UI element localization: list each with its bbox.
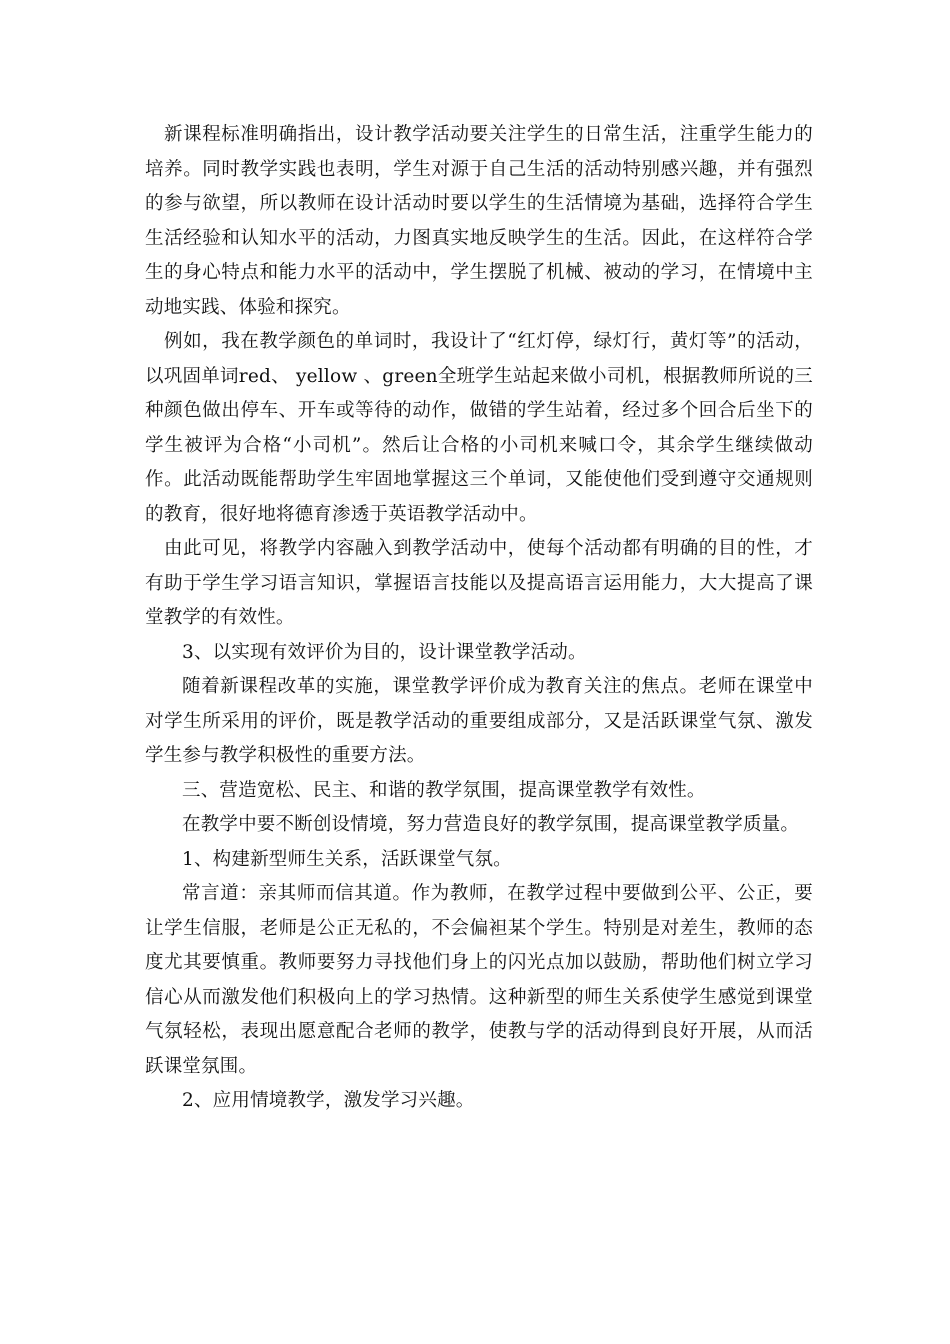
paragraph-color-words-example: 例如，我在教学颜色的单词时，我设计了“红灯停，绿灯行，黄灯等”的活动，以巩固单词red、 yellow 、green全班学生站起来做小司机，根据教师所说的三种颜色做出停车、开车或等待的动作，做错的学生站着，经过多个回合后坐下的学生被评为合格“小司机”。然后让合格的小司机来喊口令，其余学生继续做动作。此活动既能帮助学生牢固地掌握这三个单词，又能使他们受到遵守交通规则的教育，很好地将德育渗透于英语教学活动中。 xyxy=(145,331,813,525)
heading-situational-teaching: 2、应用情境教学，激发学习兴趣。 xyxy=(182,1090,475,1111)
paragraph-create-situations: 在教学中要不断创设情境，努力营造良好的教学氛围，提高课堂教学质量。 xyxy=(182,814,800,835)
paragraph-conclusion: 由此可见，将教学内容融入到教学活动中，使每个活动都有明确的目的性，才有助于学生学习语言知识，掌握语言技能以及提高语言运用能力，大大提高了课堂教学的有效性。 xyxy=(145,538,813,628)
paragraph-teacher-student-relationship: 常言道：亲其师而信其道。作为教师，在教学过程中要做到公平、公正，要让学生信服，老师是公正无私的，不会偏袒某个学生。特别是对差生，教师的态度尤其要慎重。教师要努力寻找他们身上的闪光点加以鼓励，帮助他们树立学习信心从而激发他们积极向上的学习热情。这种新型的师生关系使学生感觉到课堂气氛轻松，表现出愿意配合老师的教学，使教与学的活动得到良好开展，从而活跃课堂氛围。 xyxy=(145,883,813,1077)
paragraph-evaluation: 随着新课程改革的实施，课堂教学评价成为教育关注的焦点。老师在课堂中对学生所采用的评价，既是教学活动的重要组成部分，又是活跃课堂气氛、激发学生参与教学积极性的重要方法。 xyxy=(145,676,813,766)
heading-teacher-student-relationship: 1、构建新型师生关系，活跃课堂气氛。 xyxy=(182,848,512,870)
paragraph-curriculum-standard: 新课程标准明确指出，设计教学活动要关注学生的日常生活，注重学生能力的培养。同时教学实践也表明，学生对源于自己生活的活动特别感兴趣，并有强烈的参与欲望，所以教师在设计活动时要以学生的生活情境为基础，选择符合学生生活经验和认知水平的活动，力图真实地反映学生的生活。因此，在这样符合学生的身心特点和能力水平的活动中，学生摆脱了机械、被动的学习，在情境中主动地实践、体验和探究。 xyxy=(145,124,813,318)
document-body xyxy=(145,118,813,1119)
heading-effective-evaluation: 3、以实现有效评价为目的，设计课堂教学活动。 xyxy=(182,641,587,663)
heading-teaching-atmosphere: 三、营造宽松、民主、和谐的教学氛围，提高课堂教学有效性。 xyxy=(182,779,706,801)
